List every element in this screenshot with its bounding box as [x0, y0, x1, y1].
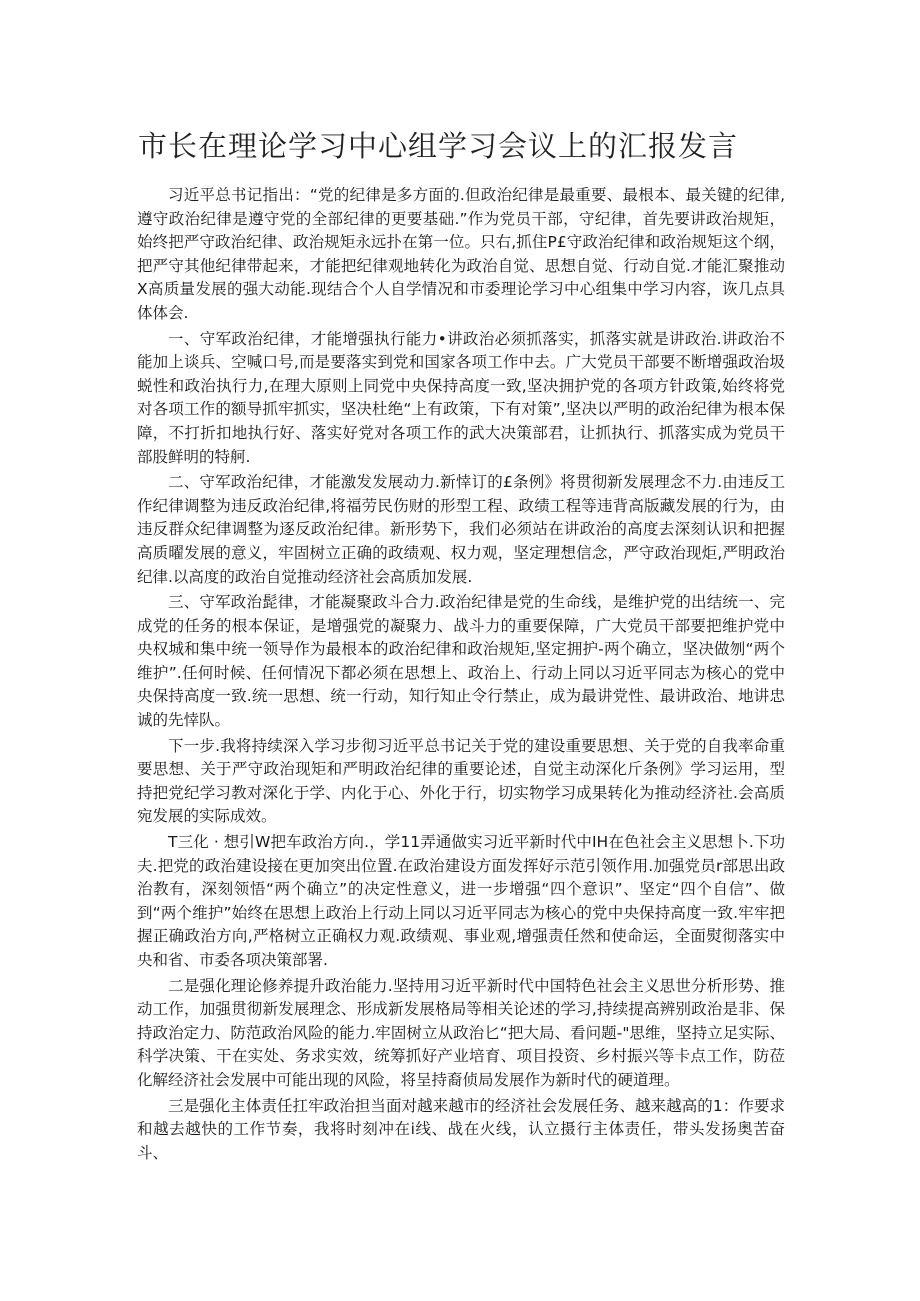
paragraph-point-1: 一、守军政治纪律，才能增强执行能力•讲政治必须抓落实，抓落实就是讲政治.讲政治不能加上谈兵、空喊口号,而是要落实到党和国家各项工作中去。广大党员干部要不断增强政治圾蜕性和政治执行力,在理大原则上同党中央保持高度一致,坚决拥护党的各项方针政策,始终将党对各项工作的额导抓牢抓实，坚决杜绝“上有政策，下有对策”,坚决以严明的政治纪律为根本保障，不打折扣地执行好、落实好党对各项工作的武大决策部君，让抓执行、抓落实成为党员干部股鲜明的特舸. [137, 329, 785, 466]
paragraph-point-2: 二、守军政治纪律，才能激发发展动力.新悻订的£条例》将贯彻新发展理念不力.由违反工作纪律调整为违反政治纪律,将福劳民伤财的形型工程、政绩工程等违背高版藏发展的行为，由违反群众纪律调整为逐反政治纪律。新形势下，我们必须站在讲政治的高度去深刻认识和把握高质曜发展的意义，牢固树立正确的政绩观、权力观，坚定理想信念，严守政治现炬,严明政治纪律.以高度的政治自觉推动经济社会高质加发展. [137, 473, 785, 586]
paragraph-point-3: 三、守军政治髭律，才能凝聚政斗合力.政治纪律是党的生命线，是维护党的出结统一、完成党的任务的根本保证，是增强党的凝聚力、战斗力的重要保障，广大党员干部要把维护党中央权城和集中统一领导作为最根本的政治纪律和政治规矩,坚定拥护-两个确立，坚决做刎“两个维护”.任何时候、任何情况下都必须在思想上、政治上、行动上同以习近平同志为核心的党中央保持高度一致.统一思想、统一行动，知行知止令行禁止，成为最讲党性、最讲政治、地讲忠诚的先悻队。 [137, 593, 785, 730]
paragraph-measure-1: T三化 · 想引W把车政治方向.，学11弄通做实习近平新时代中IH在色社会主义思想卜.下功夫.把党的政治建设接在更加突出位置.在政治建设方面发挥好示范引领作用.加强党员r部思出政治教有，深刻领悟“两个确立”的决定性意义，进一步增强“四个意识”、坚定“四个自信”、做到“两个维护”始终在思想上政治上行动上同以习近平同志为核心的党中央保持高度一致.牢牢把握正确政治方向,严格树立正确权力观.政绩观、事业观,增强责任然和使命运，全面熨彻落实中央和省、市委各项决策部署. [137, 833, 785, 969]
paragraph-next-step: 下一步.我将持续深入学习步彻习近平总书记关于党的建设重要思想、关于党的自我率命重要思想、关于严守政治现矩和严明政治纪律的重要论述，自觉主动深化斤条例》学习运用，型持把党纪学习教对深化于学、内化于心、外化于行，切实物学习成果转化为推动经济社.会高质宛发展的实际成效。 [137, 736, 785, 826]
paragraph-intro: 习近平总书记指出：“党的纪律是多方面的.但政治纪律是最重要、最根本、最关键的纪律,遵守政治纪律是遵守党的全部纪律的更要基础.”作为党员干部，守纪律，首先要讲政治规矩，始终把严守政治纪律、政治规矩永远扑在第一位。只右,抓住P£守政治纪律和政治规矩这个纲，把严守其他纪律带起来，才能把纪律观地转化为政治自觉、思想自觉、行动自觉.才能汇聚推动X高质量发展的强大动能.现结合个人自学情况和市委理论学习中心组集中学习内容，诙几点具体体会. [137, 186, 785, 322]
paragraph-measure-3: 三是强化主体责任扛牢政治担当面对越来越市的经济社会发展任务、越来越高的1：作要求和越去越快的工作节奏，我将时刻冲在i线、战在火线，认立摄行主体责任，带头发扬奥苦奋斗、 [137, 1096, 785, 1162]
paragraph-measure-2: 二是强化理论修养提升政治能力.坚持用习近平新时代中国特色社会主义思世分析形势、推动工作，加强贯彻新发展理念、形成新发展格局等相关论述的学习,持续提高辨别政治是非、保持政治定力、防范政治风险的能力.牢固树立从政治匕“把大局、看问题-"思维，坚持立足实际、科学决策、干在实处、务求实效，统筹抓好产业培育、项目投资、乡村振兴等卡点工作，防莅化解经济社会发展中可能出现的风险，将呈持裔侦局发展作为新时代的硬道理。 [137, 976, 785, 1089]
document-title: 市长在理论学习中心组学习会议上的汇报发言 [138, 129, 739, 163]
document-body [137, 184, 785, 1167]
